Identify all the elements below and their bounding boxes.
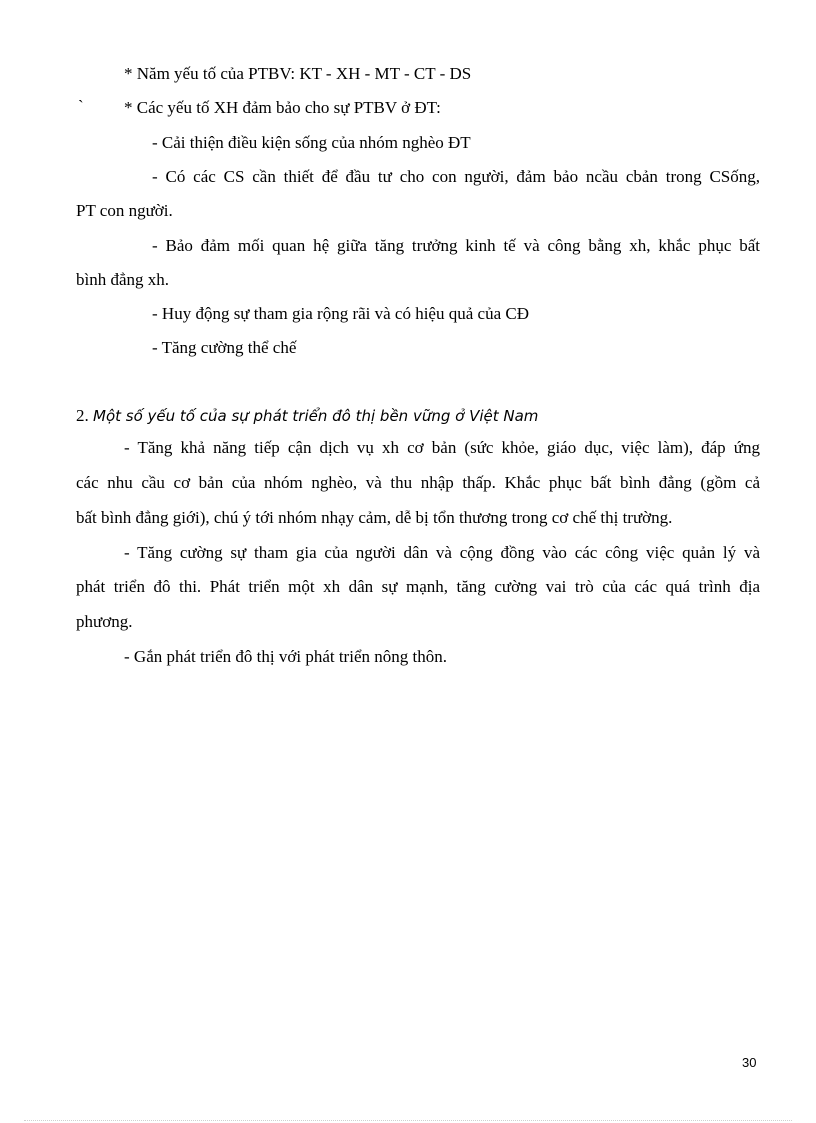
bullet-equity-line1: - Bảo đảm mối quan hệ giữa tăng trưởng kinh tế và công bằng xh, khắc phục bất xyxy=(152,236,760,255)
bullet-improve-living: - Cải thiện điều kiện sống của nhóm nghèo ĐT xyxy=(152,133,471,152)
para3: - Gắn phát triển đô thị với phát triển nông thôn. xyxy=(124,647,447,666)
section-title: Một số yếu tố của sự phát triển đô thị bền vững ở Việt Nam xyxy=(93,407,539,425)
stray-mark: ` xyxy=(78,97,84,116)
para1-line2: các nhu cầu cơ bản của nhóm nghèo, và thu nhập thấp. Khắc phục bất bình đẳng (gồm cả xyxy=(76,473,760,492)
para2-line3: phương. xyxy=(76,612,133,631)
bullet-equity-line2: bình đẳng xh. xyxy=(76,270,170,289)
bullet-investment-line2: PT con người. xyxy=(76,201,173,220)
para1-line1: - Tăng khả năng tiếp cận dịch vụ xh cơ bản (sức khỏe, giáo dục, việc làm), đáp ứng xyxy=(124,438,760,457)
section-number: 2. xyxy=(76,406,89,425)
bullet-participation: - Huy động sự tham gia rộng rãi và có hiệu quả của CĐ xyxy=(152,304,529,323)
bullet-institutions: - Tăng cường thể chế xyxy=(152,338,297,357)
para1-line3: bất bình đẳng giới), chú ý tới nhóm nhạy cảm, dễ bị tổn thương trong cơ chế thị trường. xyxy=(76,508,673,527)
para2-line2: phát triển đô thi. Phát triển một xh dân sự mạnh, tăng cường vai trò của các quá trình địa xyxy=(76,577,760,596)
para2-line1: - Tăng cường sự tham gia của người dân và cộng đồng vào các công việc quản lý và xyxy=(124,543,760,562)
page-number: 30 xyxy=(742,1055,757,1070)
section-heading xyxy=(76,405,538,427)
social-factors-intro: * Các yếu tố XH đảm bảo cho sự PTBV ở ĐT: xyxy=(124,98,441,117)
page-bottom-divider xyxy=(24,1120,792,1121)
bullet-investment-line1: - Có các CS cần thiết để đầu tư cho con người, đảm bảo ncầu cbản trong CSống, xyxy=(152,167,760,186)
five-factors-line: * Năm yếu tố của PTBV: KT - XH - MT - CT - DS xyxy=(124,64,472,83)
